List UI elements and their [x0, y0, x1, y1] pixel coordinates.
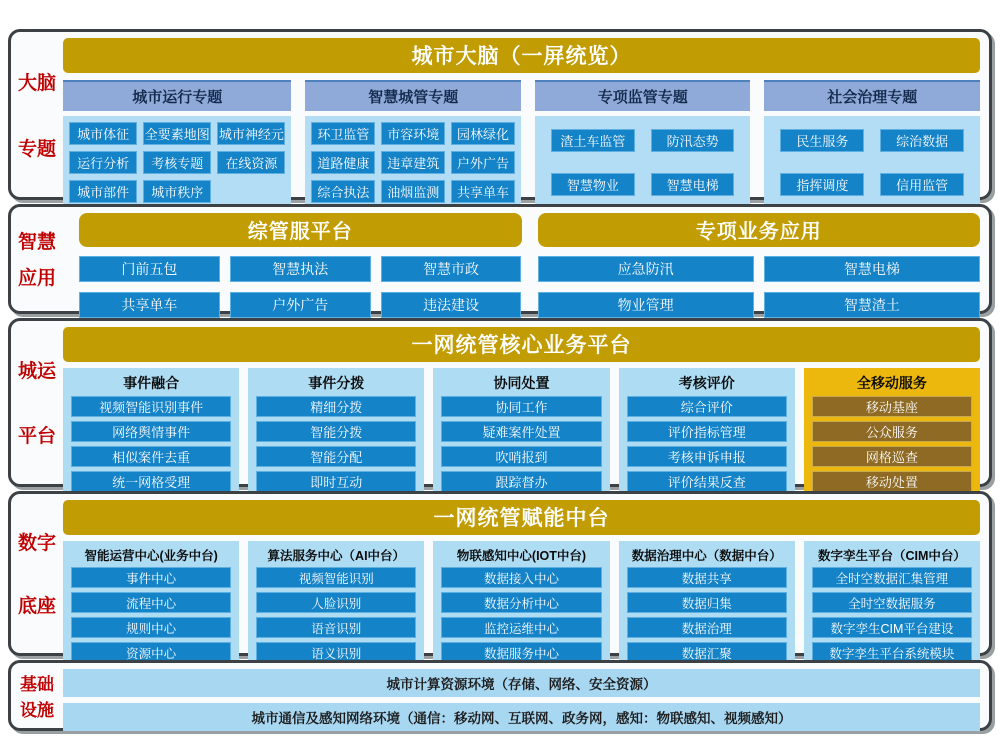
group-special-supervision: [535, 80, 751, 209]
button-list: [71, 396, 231, 492]
topic-button[interactable]: 防汛态势: [651, 129, 735, 152]
column-header: 物联感知中心(IOT中台): [456, 549, 587, 563]
topic-button[interactable]: 运行分析: [69, 151, 137, 174]
side-label-digital-base: [11, 500, 63, 646]
panel-enabling-platform: [8, 491, 992, 661]
center-button[interactable]: 数据共享: [627, 567, 787, 588]
button-list: [627, 396, 787, 492]
column-header: 算法服务中心（AI中台）: [267, 549, 406, 563]
application-button[interactable]: 违法建设: [381, 292, 522, 318]
side-label-brain-topics: [11, 38, 63, 190]
core-button[interactable]: 网络舆情事件: [71, 421, 231, 442]
center-button[interactable]: 监控运维中心: [441, 617, 601, 638]
application-groups: [63, 213, 980, 318]
core-button[interactable]: 考核申诉申报: [627, 446, 787, 467]
core-button[interactable]: 吹哨报到: [441, 446, 601, 467]
column-header: 智能运营中心(业务中台): [84, 549, 218, 563]
center-button[interactable]: 语音识别: [256, 617, 416, 638]
topic-button[interactable]: 全要素地图: [143, 122, 211, 145]
application-button[interactable]: 智慧执法: [230, 256, 371, 282]
button-grid: [79, 256, 522, 318]
banner-enabling-platform: 一网统管赋能中台: [63, 500, 980, 535]
button-list: [256, 567, 416, 663]
infrastructure-bars: [63, 669, 980, 731]
core-button[interactable]: 智能分拨: [256, 421, 416, 442]
column-header: 事件融合: [123, 375, 180, 391]
mobile-button[interactable]: 移动处置: [812, 471, 972, 492]
topic-button[interactable]: 考核专题: [143, 151, 211, 174]
column-mobile-services: [804, 368, 980, 505]
center-button[interactable]: 全时空数据服务: [812, 592, 972, 613]
button-grid: [535, 116, 751, 209]
button-list: [627, 567, 787, 663]
center-button[interactable]: 数据汇聚: [627, 642, 787, 663]
column-operation-center: [63, 541, 239, 667]
mobile-button[interactable]: 移动基座: [812, 396, 972, 417]
side-label-line: 智慧: [17, 232, 56, 254]
banner-city-brain: 城市大脑（一屏统览）: [63, 38, 980, 73]
side-label-core-platform: [11, 327, 63, 477]
group-city-operation: [63, 80, 291, 209]
banner-special-business: 专项业务应用: [538, 213, 981, 247]
column-event-fusion: [63, 368, 239, 505]
topic-button[interactable]: 户外广告: [451, 151, 515, 174]
group-comprehensive-platform: [79, 213, 522, 318]
center-button[interactable]: 人脸识别: [256, 592, 416, 613]
application-button[interactable]: 智慧渣土: [764, 292, 980, 318]
core-button[interactable]: 统一网格受理: [71, 471, 231, 492]
core-button[interactable]: 疑难案件处置: [441, 421, 601, 442]
application-button[interactable]: 户外广告: [230, 292, 371, 318]
enable-columns: [63, 541, 980, 667]
topic-button[interactable]: 城市神经元: [217, 122, 285, 145]
compute-resource-bar: 城市计算资源环境（存储、网络、安全资源）: [63, 669, 980, 697]
topic-button[interactable]: 环卫监管: [311, 122, 375, 145]
core-button[interactable]: 评价指标管理: [627, 421, 787, 442]
panel-infrastructure: [8, 660, 992, 731]
center-button[interactable]: 数据分析中心: [441, 592, 601, 613]
banner-comprehensive-platform: 综管服平台: [79, 213, 522, 247]
button-list: [441, 567, 601, 663]
core-button[interactable]: 智能分配: [256, 446, 416, 467]
button-list: [812, 396, 972, 492]
column-data-center: [619, 541, 795, 667]
application-button[interactable]: 应急防汛: [538, 256, 754, 282]
side-label-line: 专题: [17, 138, 56, 160]
column-collaborative-disposal: [433, 368, 609, 505]
group-smart-citymgmt: [305, 80, 521, 209]
topic-button[interactable]: 指挥调度: [780, 173, 864, 196]
side-label-line: 应用: [17, 267, 56, 289]
mobile-button[interactable]: 网格巡查: [812, 446, 972, 467]
topic-groups: [63, 80, 980, 209]
column-header: 数字孪生平台（CIM中台）: [817, 549, 966, 563]
topic-button[interactable]: 信用监管: [880, 173, 964, 196]
banner-core-platform: 一网统管核心业务平台: [63, 327, 980, 362]
center-button[interactable]: 数字孪生平台系统模块: [812, 642, 972, 663]
application-button[interactable]: 智慧市政: [381, 256, 522, 282]
group-header: 专项监管专题: [535, 80, 751, 111]
column-cim-center: [804, 541, 980, 667]
panel-brain-topics: [8, 29, 992, 200]
center-button[interactable]: 全时空数据汇集管理: [812, 567, 972, 588]
center-button[interactable]: 事件中心: [71, 567, 231, 588]
button-list: [256, 396, 416, 492]
column-event-dispatch: [248, 368, 424, 505]
application-button[interactable]: 智慧电梯: [764, 256, 980, 282]
core-columns: [63, 368, 980, 505]
mobile-button[interactable]: 公众服务: [812, 421, 972, 442]
side-label-smart-applications: [11, 213, 63, 304]
panel-smart-applications: [8, 204, 992, 314]
topic-button[interactable]: 共享单车: [451, 180, 515, 203]
center-button[interactable]: 语义识别: [256, 642, 416, 663]
core-button[interactable]: 综合评价: [627, 396, 787, 417]
center-button[interactable]: 资源中心: [71, 642, 231, 663]
button-grid: [63, 116, 291, 209]
application-button[interactable]: 门前五包: [79, 256, 220, 282]
button-list: [812, 567, 972, 663]
application-button[interactable]: 物业管理: [538, 292, 754, 318]
column-header: 事件分拨: [308, 375, 365, 391]
topic-button[interactable]: 园林绿化: [451, 122, 515, 145]
topic-button[interactable]: 城市部件: [69, 180, 137, 203]
button-list: [441, 396, 601, 492]
column-iot-center: [433, 541, 609, 667]
button-list: [71, 567, 231, 663]
application-button[interactable]: 共享单车: [79, 292, 220, 318]
button-grid: [305, 116, 521, 209]
center-button[interactable]: 流程中心: [71, 592, 231, 613]
group-header: 智慧城管专题: [305, 80, 521, 111]
topic-button[interactable]: 在线资源: [217, 151, 285, 174]
topic-button[interactable]: 油烟监测: [381, 180, 445, 203]
panel-core-platform: [8, 318, 992, 490]
column-header: 全移动服务: [856, 375, 927, 391]
group-header: 社会治理专题: [764, 80, 980, 111]
side-label-line: 设施: [20, 700, 54, 720]
topic-button[interactable]: 智慧电梯: [651, 173, 735, 196]
group-header: 城市运行专题: [63, 80, 291, 111]
side-label-line: 基础: [20, 674, 54, 694]
core-button[interactable]: 协同工作: [441, 396, 601, 417]
center-button[interactable]: 数字孪生CIM平台建设: [812, 617, 972, 638]
group-special-business: [538, 213, 981, 318]
topic-button[interactable]: 智慧物业: [551, 173, 635, 196]
core-button[interactable]: 评价结果反查: [627, 471, 787, 492]
side-label-line: 大脑: [17, 72, 56, 94]
center-button[interactable]: 数据服务中心: [441, 642, 601, 663]
button-grid: [764, 116, 980, 209]
side-label-line: 平台: [17, 426, 56, 447]
side-label-line: 底座: [17, 596, 56, 617]
architecture-diagram: [8, 29, 992, 731]
button-grid: [538, 256, 981, 318]
topic-button[interactable]: 违章建筑: [381, 151, 445, 174]
column-ai-center: [248, 541, 424, 667]
center-button[interactable]: 视频智能识别: [256, 567, 416, 588]
side-label-line: 城运: [17, 361, 56, 382]
topic-button[interactable]: 城市秩序: [143, 180, 211, 203]
core-button[interactable]: 跟踪督办: [441, 471, 601, 492]
side-label-line: 数字: [17, 533, 56, 554]
network-perception-bar: 城市通信及感知网络环境（通信：移动网、互联网、政务网，感知：物联感知、视频感知）: [63, 703, 980, 731]
column-assessment-evaluation: [619, 368, 795, 505]
side-label-infrastructure: [11, 669, 63, 721]
column-header: 考核评价: [678, 375, 735, 391]
center-button[interactable]: 数据治理: [627, 617, 787, 638]
topic-button[interactable]: 道路健康: [311, 151, 375, 174]
topic-button[interactable]: 市容环境: [381, 122, 445, 145]
center-button[interactable]: 数据接入中心: [441, 567, 601, 588]
center-button[interactable]: 规则中心: [71, 617, 231, 638]
core-button[interactable]: 即时互动: [256, 471, 416, 492]
core-button[interactable]: 相似案件去重: [71, 446, 231, 467]
topic-button[interactable]: 综治数据: [880, 129, 964, 152]
topic-button[interactable]: 综合执法: [311, 180, 375, 203]
group-social-governance: [764, 80, 980, 209]
topic-button[interactable]: 渣土车监管: [551, 129, 635, 152]
topic-button[interactable]: 民生服务: [780, 129, 864, 152]
core-button[interactable]: 视频智能识别事件: [71, 396, 231, 417]
core-button[interactable]: 精细分拨: [256, 396, 416, 417]
column-header: 数据治理中心（数据中台）: [631, 549, 782, 563]
topic-button[interactable]: 城市体征: [69, 122, 137, 145]
center-button[interactable]: 数据归集: [627, 592, 787, 613]
column-header: 协同处置: [493, 375, 550, 391]
